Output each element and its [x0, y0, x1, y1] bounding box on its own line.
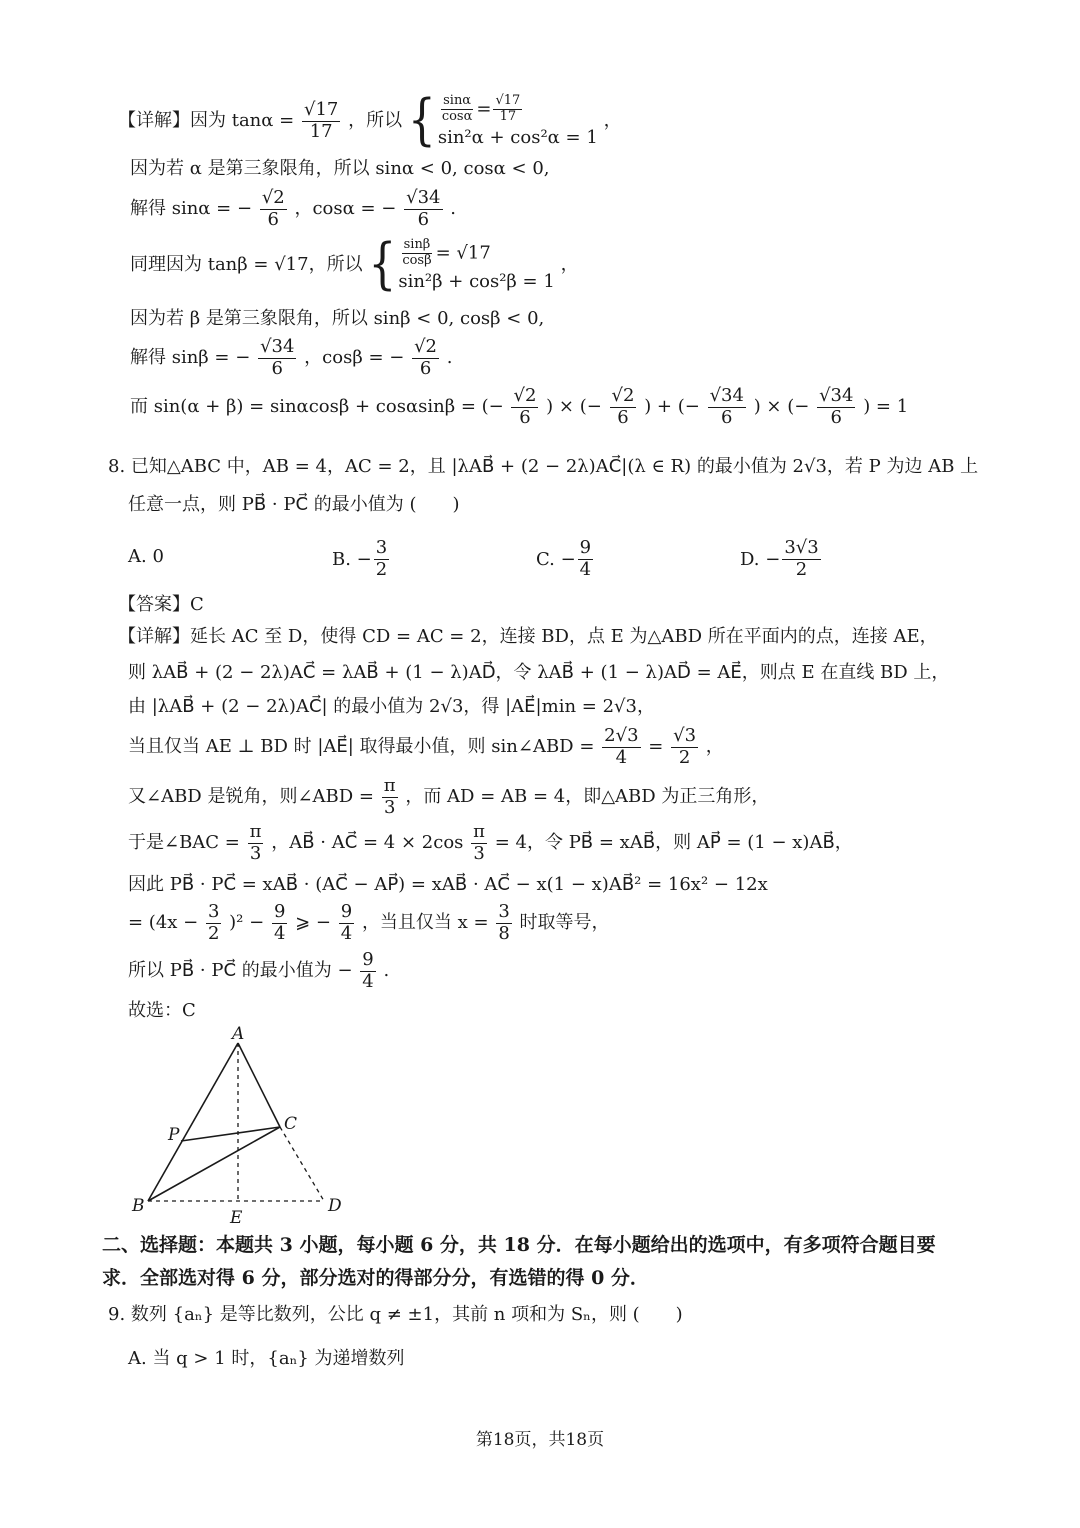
q8-option-d: D. − $\frac{3√3}{2}$ [740, 537, 819, 580]
q8-solution-line-2: 则 λAB⃗ + (2 − 2λ)AC⃗ = λAB⃗ + (1 − λ)AD⃗，令 λAB⃗ + (1 − λ)AD⃗ = AE⃗，则点 E 在直线 BD 上， [128, 662, 950, 683]
segment-CD [280, 1127, 324, 1201]
text: ，所以 [348, 110, 403, 132]
q8-solution-line-6: 于是∠BAC = $\frac{\pi}{3}$ ，AB⃗ · AC⃗ = 4 × 2cos $\frac{\pi}{3}$ = 4，令 PB⃗ = xAB⃗，则 AP⃗ = (1 − x)AB⃗， [128, 821, 853, 864]
page-footer: 第18页，共18页 [475, 1430, 605, 1450]
solution-line-6: 解得 sinβ = − $\frac{√34}{6}$ ，cosβ = − $\frac{√2}{6}$ . [130, 336, 453, 379]
q8-solution-line-5: 又∠ABD 是锐角，则∠ABD = $\frac{\pi}{3}$ ，而 AD = AB = 4，即△ABD 为正三角形， [128, 775, 770, 818]
section-2-heading-line-1: 二、选择题：本题共 3 小题，每小题 6 分，共 18 分．在每小题给出的选项中，有多项符合题目要 [102, 1234, 936, 1256]
q8-solution-line-3: 由 |λAB⃗ + (2 − 2λ)AC⃗| 的最小值为 2√3，得 |AE⃗|min = 2√3， [128, 696, 655, 717]
solution-line-2: 因为若 α 是第三象限角，所以 sinα < 0, cosα < 0, [130, 158, 550, 179]
q9-stem: 9. 数列 {aₙ} 是等比数列，公比 q ≠ ±1，其前 n 项和为 Sₙ，则 ( ) [108, 1304, 683, 1325]
equation-system: { $\frac{\sin\alpha}{\cos\alpha}$ = $\frac{√17}{17}$ sin²α + cos²α = 1 [407, 88, 598, 153]
text: 【详解】因为 tanα = [118, 110, 295, 132]
segment-AC [238, 1043, 280, 1127]
solution-line-3: 解得 sinα = − $\frac{√2}{6}$ ，cosα = − $\frac{√34}{6}$ . [130, 187, 456, 230]
label-P: P [168, 1125, 180, 1145]
q8-stem-line-1: 8. 已知△ABC 中，AB = 4，AC = 2，且 |λAB⃗ + (2 − 2λ)AC⃗|(λ ∈ R) 的最小值为 2√3，若 P 为边 AB 上 [108, 456, 979, 477]
q8-option-b: B. − $\frac{3}{2}$ [332, 537, 388, 580]
q8-solution-line-8: = (4x − $\frac{3}{2}$ )² − $\frac{9}{4}$ ⩾ − $\frac{9}{4}$ ，当且仅当 x = $\frac{3}{8}$ 时取等号， [128, 901, 610, 944]
label-D: D [328, 1196, 342, 1216]
solution-line-4: 同理因为 tanβ = √17，所以 { $\frac{\sin\beta}{\cos\beta}$ = √17 sin²β + cos²β = 1 ， [130, 232, 579, 297]
section-2-heading-line-2: 求．全部选对得 6 分，部分选对的得部分分，有选错的得 0 分． [102, 1267, 649, 1289]
label-B: B [132, 1196, 145, 1216]
q8-solution-line-7: 因此 PB⃗ · PC⃗ = xAB⃗ · (AC⃗ − AP⃗) = xAB⃗ · AC⃗ − x(1 − x)AB⃗² = 16x² − 12x [128, 874, 768, 895]
q8-option-c: C. − $\frac{9}{4}$ [536, 537, 592, 580]
solution-line-7: 而 sin(α + β) = sinαcosβ + cosαsinβ = (− $\frac{√2}{6}$ ) × (− $\frac{√2}{6}$ ) + (− $\frac{√34}{6}$ ) × (− $\frac{√34}{6}$ ) = 1 [130, 385, 909, 428]
label-C: C [284, 1114, 298, 1134]
segment-AB [148, 1043, 238, 1201]
triangle-figure [120, 1025, 360, 1230]
q8-solution-line-1: 【详解】延长 AC 至 D，使得 CD = AC = 2，连接 BD，点 E 为△ABD 所在平面内的点，连接 AE， [118, 626, 938, 647]
q8-choice: 故选：C [128, 1000, 196, 1021]
q8-solution-line-9: 所以 PB⃗ · PC⃗ 的最小值为 − $\frac{9}{4}$ . [128, 949, 390, 992]
q8-answer: 【答案】C [118, 594, 204, 615]
q8-stem-line-2: 任意一点，则 PB⃗ · PC⃗ 的最小值为 ( ) [128, 494, 460, 515]
q8-option-a: A. 0 [128, 546, 164, 567]
fraction: $\frac{√17}{17}$ [303, 99, 339, 142]
q8-solution-line-4: 当且仅当 AE ⊥ BD 时 |AE⃗| 取得最小值，则 sin∠ABD = $\frac{2√3}{4}$ = $\frac{√3}{2}$ ， [128, 725, 724, 768]
solution-line-5: 因为若 β 是第三象限角，所以 sinβ < 0, cosβ < 0, [130, 308, 545, 329]
q9-option-a: A. 当 q > 1 时，{aₙ} 为递增数列 [128, 1348, 405, 1369]
label-A: A [232, 1025, 245, 1044]
segment-PC [181, 1127, 280, 1141]
label-E: E [230, 1208, 243, 1228]
solution-line-1: 【详解】因为 tanα = $\frac{√17}{17}$ ，所以 { $\frac{\sin\alpha}{\cos\alpha}$ = $\frac{√17}{17}$ sin²α + cos²α = 1 ， [118, 88, 622, 153]
